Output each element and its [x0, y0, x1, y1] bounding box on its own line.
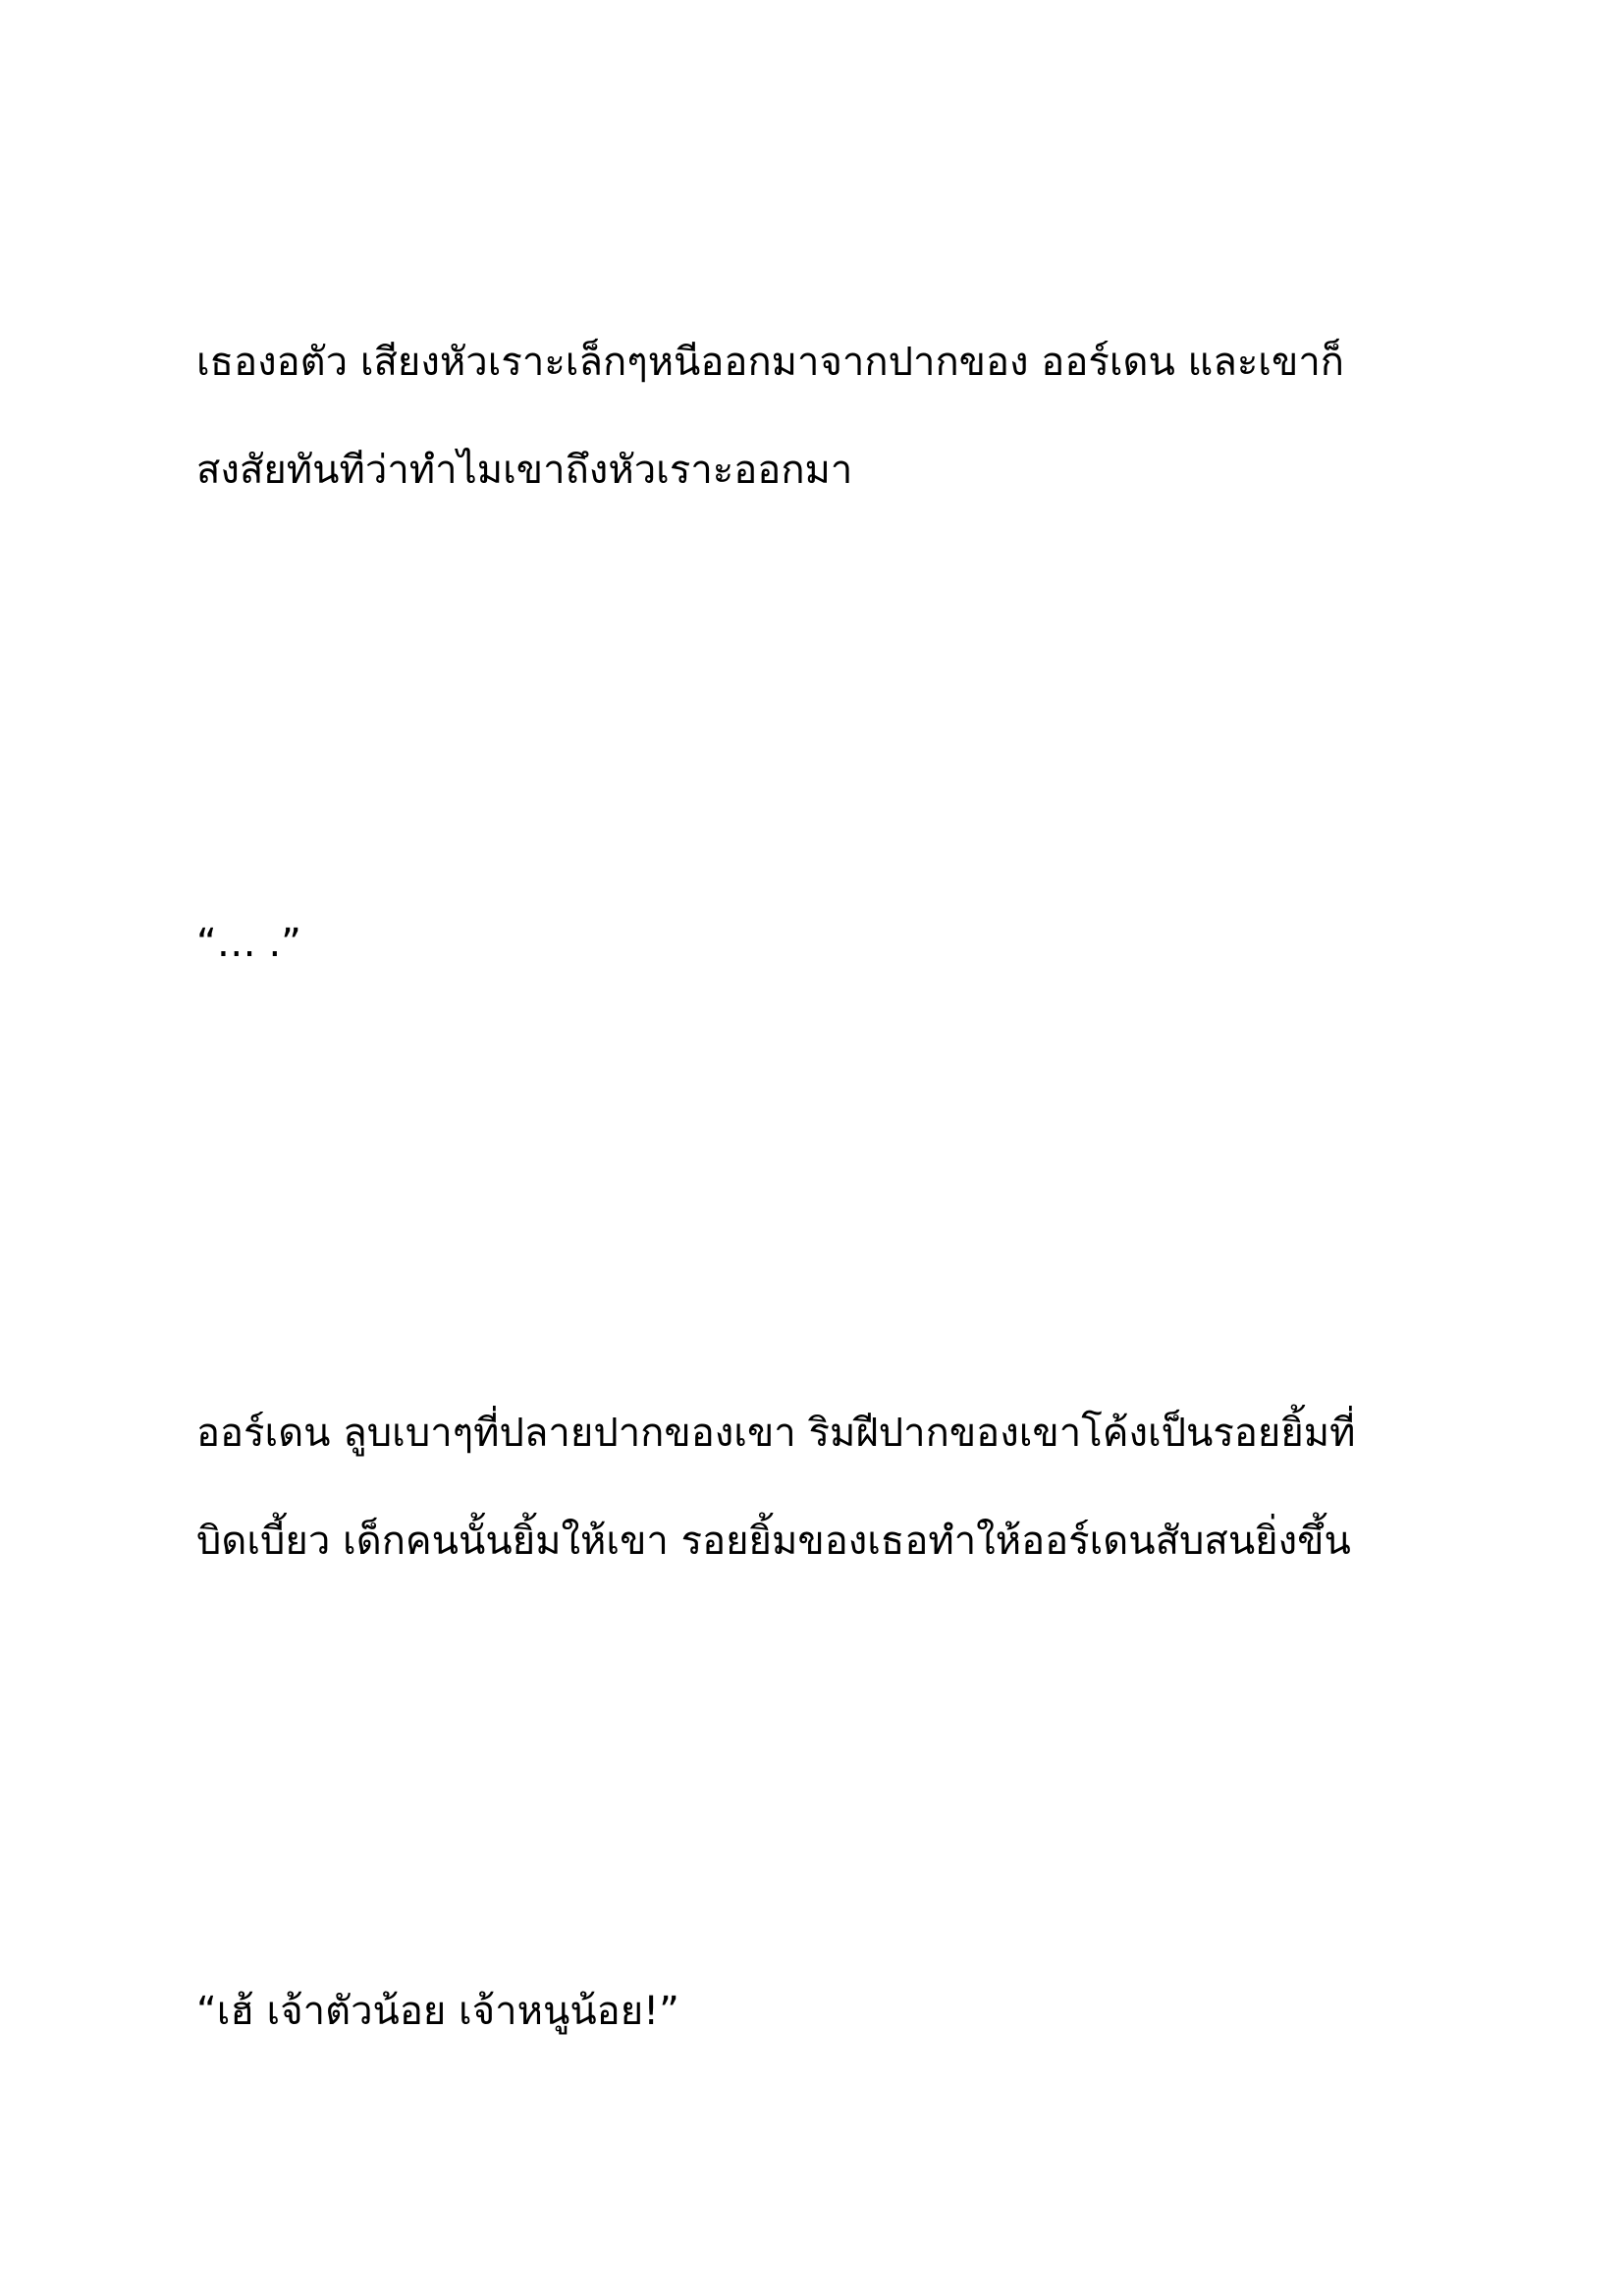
- paragraph-1: [196, 308, 1473, 524]
- text-line: บิดเบี้ยว เด็กคนนั้นยิ้มให้เขา รอยยิ้มของเธอทำให้ออร์เดนสับสนยิ่งขึ้น: [196, 1519, 1351, 1564]
- text-line: ออร์เดน ลูบเบาๆที่ปลายปากของเขา ริมฝีปากของเขาโค้งเป็นรอยยิ้มที่: [196, 1411, 1356, 1456]
- paragraph-4-dialogue: [196, 1957, 1473, 2065]
- paragraph-3: [196, 1379, 1473, 1595]
- text-line: สงสัยทันทีว่าทำไมเขาถึงหัวเราะออกมา: [196, 448, 853, 493]
- text-line: เธองอตัว เสียงหัวเราะเล็กๆหนีออกมาจากปากของ ออร์เดน และเขาก็: [196, 340, 1345, 385]
- text-line: “… .”: [196, 921, 301, 966]
- paragraph-2-ellipsis-quote: [196, 889, 1473, 997]
- text-line: “เฮ้ เจ้าตัวน้อย เจ้าหนูน้อย!”: [196, 1989, 679, 2034]
